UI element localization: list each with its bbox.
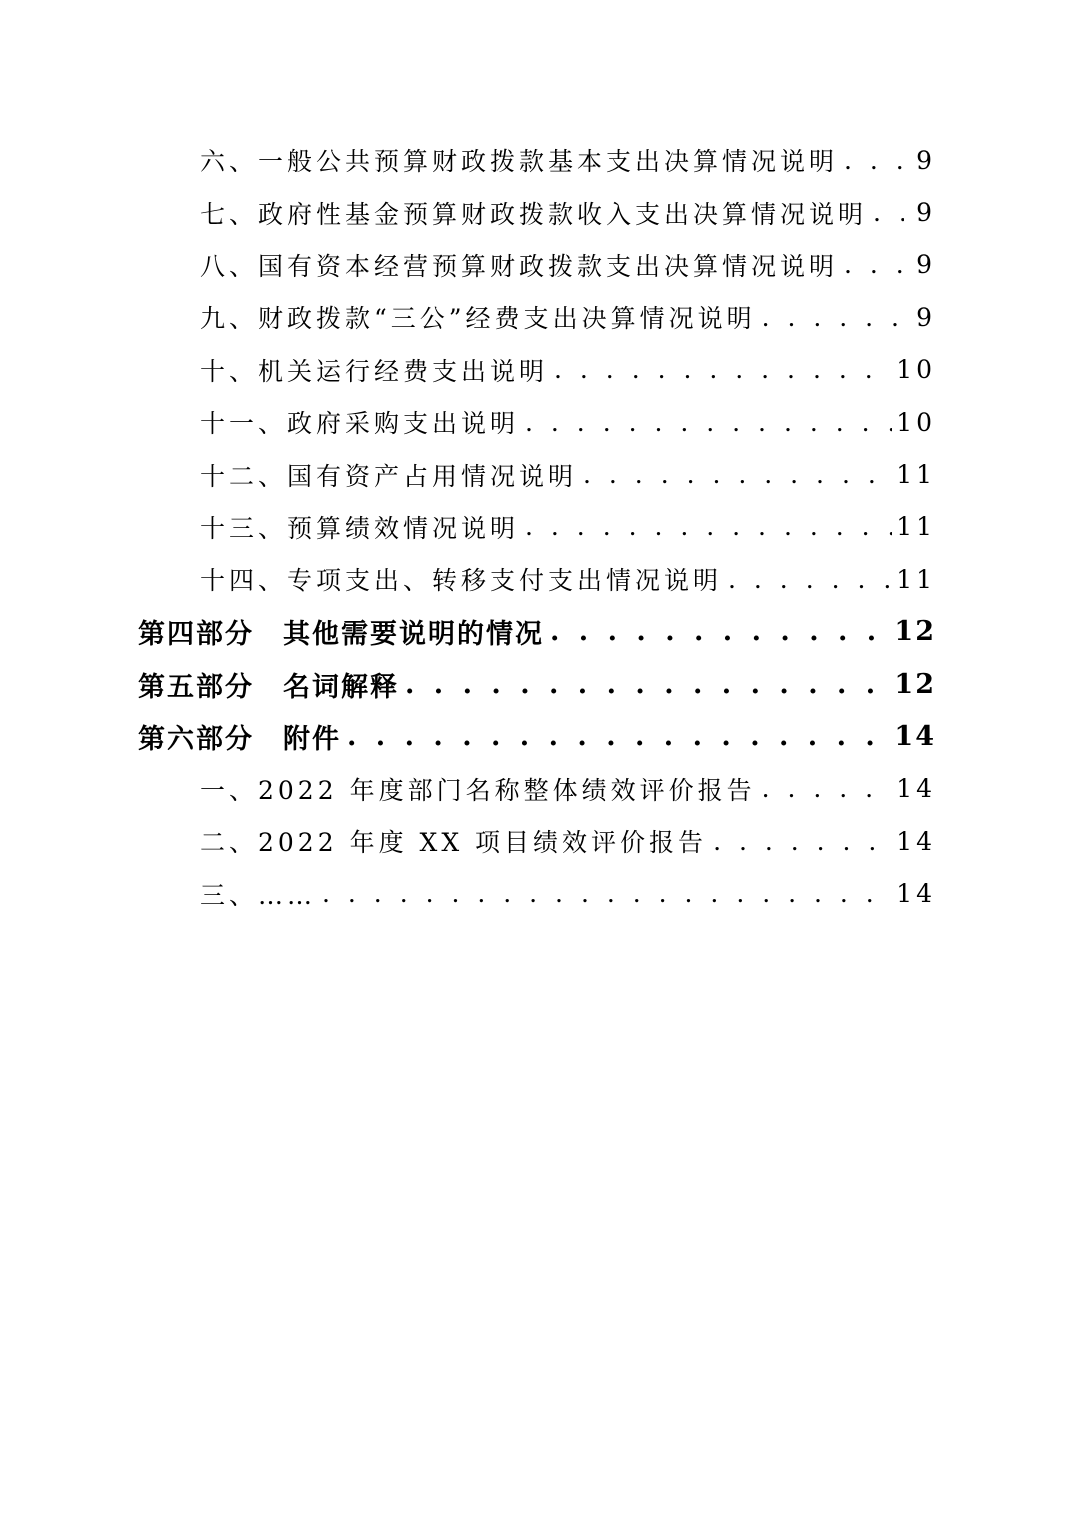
toc-entry-page: 10 <box>896 407 936 437</box>
toc-entry-title: 十二、国有资产占用情况说明 <box>200 461 578 491</box>
table-of-contents <box>0 134 1074 920</box>
toc-entry-page: 9 <box>916 250 936 280</box>
toc-entry <box>0 815 936 867</box>
dot-leader <box>550 616 890 647</box>
dot-leader <box>873 198 904 227</box>
dot-leader <box>713 827 892 856</box>
toc-section-page: 12 <box>894 668 936 700</box>
toc-entry-title: 十三、预算绩效情况说明 <box>200 513 520 543</box>
dot-leader <box>525 408 892 437</box>
toc-entry-page: 14 <box>896 774 936 804</box>
toc-section-page: 12 <box>894 616 936 648</box>
toc-entry-title: 三、…… <box>200 880 317 910</box>
dot-leader <box>844 250 904 279</box>
toc-entry <box>0 763 936 815</box>
toc-entry-page: 11 <box>896 460 936 490</box>
toc-entry <box>0 291 936 343</box>
toc-section-entry <box>0 710 936 762</box>
toc-section-entry <box>0 606 936 658</box>
dot-leader <box>762 774 893 803</box>
dot-leader <box>322 879 892 908</box>
toc-entry-title: 一、2022 年度部门名称整体绩效评价报告 <box>200 775 756 805</box>
toc-entry <box>0 134 936 186</box>
toc-entry-title: 十四、专项支出、转移支付支出情况说明 <box>200 566 723 596</box>
toc-entry-page: 11 <box>896 512 936 542</box>
toc-entry-title: 六、一般公共预算财政拨款基本支出决算情况说明 <box>200 147 839 177</box>
toc-entry <box>0 867 936 919</box>
toc-section-title: 第五部分 名词解释 <box>138 671 399 703</box>
toc-section-page: 14 <box>894 720 936 752</box>
dot-leader <box>347 721 890 752</box>
toc-entry-title: 十、机关运行经费支出说明 <box>200 356 549 386</box>
toc-section-entry <box>0 658 936 710</box>
toc-entry <box>0 448 936 500</box>
toc-entry-title: 二、2022 年度 XX 项目绩效评价报告 <box>200 828 708 858</box>
toc-entry-page: 9 <box>916 145 936 175</box>
toc-entry-page: 11 <box>896 564 936 594</box>
dot-leader <box>762 303 904 332</box>
dot-leader <box>728 565 892 594</box>
dot-leader <box>583 460 892 489</box>
toc-entry-page: 10 <box>896 355 936 385</box>
toc-entry <box>0 553 936 605</box>
toc-entry-page: 14 <box>896 879 936 909</box>
dot-leader <box>405 669 890 700</box>
toc-entry-title: 九、财政拨款“三公”经费支出决算情况说明 <box>200 304 756 334</box>
toc-entry <box>0 501 936 553</box>
toc-entry <box>0 344 936 396</box>
toc-entry-page: 14 <box>896 826 936 856</box>
toc-entry <box>0 186 936 238</box>
toc-entry-title: 七、政府性基金预算财政拨款收入支出决算情况说明 <box>200 199 868 229</box>
dot-leader <box>525 512 892 541</box>
toc-section-title: 第四部分 其他需要说明的情况 <box>138 619 544 651</box>
dot-leader <box>844 146 904 175</box>
toc-entry-title: 十一、政府采购支出说明 <box>200 409 520 439</box>
toc-entry <box>0 239 936 291</box>
toc-entry <box>0 396 936 448</box>
toc-entry-title: 八、国有资本经营预算财政拨款支出决算情况说明 <box>200 251 839 281</box>
dot-leader <box>554 355 892 384</box>
toc-entry-page: 9 <box>916 198 936 228</box>
toc-section-title: 第六部分 附件 <box>138 723 341 755</box>
toc-entry-page: 9 <box>916 302 936 332</box>
